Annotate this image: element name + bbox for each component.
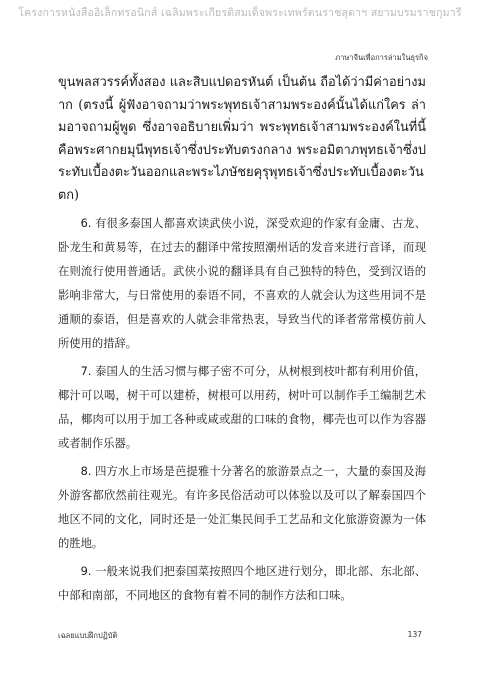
paragraph-text: 一般来说我们把泰国菜按照四个地区进行划分，即北部、东北部、中部和南部，不同地区的食物有着不同的制作方法和口味。 <box>58 564 426 602</box>
page-body <box>58 72 426 608</box>
paragraph-8 <box>58 460 426 556</box>
paragraph-9 <box>58 560 426 608</box>
paragraph-7 <box>58 360 426 456</box>
paragraph-6 <box>58 212 426 356</box>
footer-section-title: เฉลยแบบฝึกปฏิบัติ <box>58 631 118 640</box>
thai-paragraph: ขุนพลสวรรค์ทั้งสอง และสิบแปดอรหันต์ เป็นต้น ถือได้ว่ามีค่าอย่างมาก (ตรงนี้ ผู้ฟังอาจถามว่าพระพุทธเจ้าสามพระองค์นั้นได้แก่ใคร ล่ามอาจถามผู้พูด ซึ่งอาจอธิบายเพิ่มว่า พระพุทธเจ้าสามพระองค์ในที่นี้คือพระศากยมุนีพุทธเจ้าซึ่งประทับตรงกลาง พระอมิตาภพุทธเจ้าซึ่งประทับเบื้องตะวันออกและพระไภษัชยคุรุพุทธเจ้าซึ่งประทับเบื้องตะวันตก) <box>58 75 426 203</box>
paragraph-number: 8. <box>80 464 92 478</box>
paragraph-text: 四方水上市场是芭提雅十分著名的旅游景点之一，大量的泰国及海外游客都欣然前往观光。有许多民俗活动可以体验以及可以了解泰国四个地区不同的文化，同时还是一处汇集民间手工艺品和文化旅游资源为一体的胜地。 <box>58 464 426 550</box>
watermark-text: โครงการหนังสืออิเล็กทรอนิกส์ เฉลิมพระเกียรติสมเด็จพระเทพรัตนราชสุดาฯ สยามบรมราชกุมารี <box>18 7 462 19</box>
page-number: 137 <box>407 630 422 639</box>
paragraph-number: 9. <box>80 564 92 578</box>
paragraph-text: 泰国人的生活习惯与椰子密不可分，从树根到枝叶都有利用价值，椰汁可以喝，树干可以建桥，树根可以用药，树叶可以制作手工编制艺术品，椰肉可以用于加工各种或咸或甜的口味的食物，椰壳也可以作为容器或者制作乐器。 <box>58 364 426 450</box>
paragraph-text: 有很多泰国人都喜欢读武侠小说，深受欢迎的作家有金庸、古龙、卧龙生和黄易等，在过去的翻译中常按照潮州话的发音来进行音译，而现在则流行使用普通话。武侠小说的翻译具有自己独特的特色，受到汉语的影响非常大，与日常使用的泰语不同，不喜欢的人就会认为这些用词不是通顺的泰语，但是喜欢的人就会非常热衷，导致当代的译者常常模仿前人所使用的措辞。 <box>58 216 426 350</box>
paragraph-number: 6. <box>80 216 92 230</box>
running-header: ภาษาจีนเพื่อการล่ามในธุรกิจ <box>335 53 428 62</box>
paragraph-number: 7. <box>80 364 92 378</box>
